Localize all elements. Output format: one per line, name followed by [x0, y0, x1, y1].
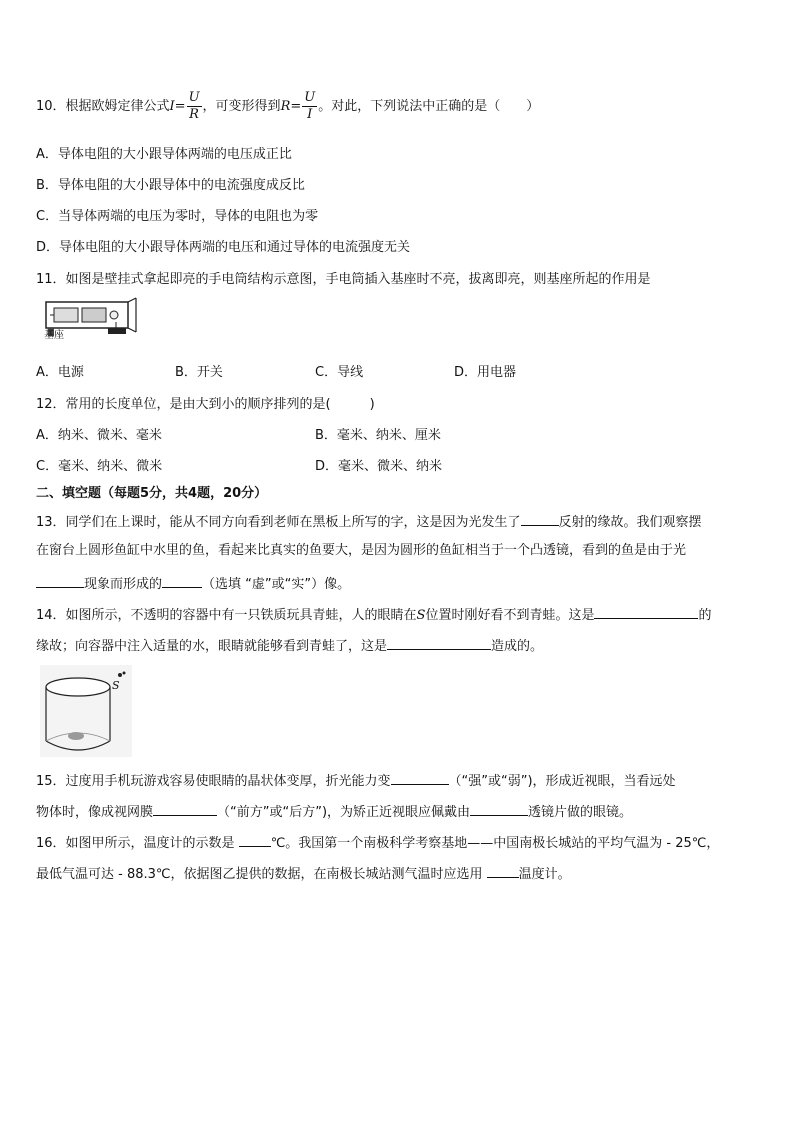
q10-option-d: D．导体电阻的大小跟导体两端的电压和通过导体的电流强度无关 [36, 240, 411, 255]
q13-line-2: 在窗台上圆形鱼缸中水里的鱼，看起来比真实的鱼要大，是因为圆形的鱼缸相当于一个凸透镜，看到的鱼是由于光 [36, 543, 687, 558]
q11-stem: 11．如图是壁挂式拿起即亮的手电筒结构示意图，手电筒插入基座时不亮，拔离即亮，则基座所起的作用是 [36, 272, 651, 287]
q12-option-c: C．毫米、纳米、微米 [36, 459, 163, 474]
q12-stem: 12．常用的长度单位，是由大到小的顺序排列的是( ) [36, 397, 375, 412]
flashlight-figure [44, 296, 138, 342]
answer-blank[interactable] [470, 801, 528, 816]
q15-line-1: 15．过度用手机玩游戏容易使眼睛的晶状体变厚，折光能力变 （“强”或“弱”)，形成近视眼，当看远处 [36, 770, 676, 791]
q16-line-2: 最低气温可达 - 88.3℃，依据图乙提供的数据，在南极长城站测气温时应选用 温度计。 [36, 863, 571, 884]
base-label: 基座 [44, 330, 64, 341]
q15-line-2: 物体时，像成视网膜 （“前方”或“后方”)，为矫正近视眼应佩戴由 透镜片做的眼镜。 [36, 801, 632, 822]
q11-option-c: C．导线 [315, 365, 364, 380]
section-title-fill-in: 二、填空题（每题5分，共4题，20分） [36, 486, 268, 501]
q10-stem: 10．根据欧姆定律公式I= $\frac{U}{R}$ ，可变形得到R= $\frac{U}{I}$ 。对此，下列说法中正确的是（ ） [36, 90, 540, 122]
formula-u-over-i: $\frac{U}{I}$ [304, 90, 316, 122]
answer-blank[interactable] [391, 770, 449, 785]
q10-option-a: A．导体电阻的大小跟导体两端的电压成正比 [36, 147, 292, 162]
q13-line-3: 现象而形成的 （选填 “虚”或“实”）像。 [36, 573, 350, 594]
q10-option-b: B．导体电阻的大小跟导体中的电流强度成反比 [36, 178, 305, 193]
answer-blank[interactable] [487, 863, 519, 878]
formula-u-over-r: $\frac{U}{R}$ [188, 90, 200, 122]
q12-option-b: B．毫米、纳米、厘米 [315, 428, 441, 443]
answer-blank[interactable] [36, 573, 84, 588]
answer-blank[interactable] [153, 801, 217, 816]
q14-line-1: 14．如图所示，不透明的容器中有一只铁质玩具青蛙，人的眼睛在S位置时刚好看不到青蛙。这是 的 [36, 604, 711, 625]
answer-blank[interactable] [521, 511, 559, 526]
q16-line-1: 16．如图甲所示，温度计的示数是 ℃。我国第一个南极科学考察基地——中国南极长城站的平均气温为 - 25℃， [36, 832, 719, 853]
container-frog-figure [40, 665, 132, 757]
q11-option-b: B．开关 [175, 365, 223, 380]
q10-option-c: C．当导体两端的电压为零时，导体的电阻也为零 [36, 209, 319, 224]
q11-option-a: A．电源 [36, 365, 84, 380]
answer-blank[interactable] [594, 604, 698, 619]
q12-option-d: D．毫米、微米、纳米 [315, 459, 443, 474]
answer-blank[interactable] [239, 832, 271, 847]
q11-option-d: D．用电器 [454, 365, 517, 380]
eye-position-label: S [112, 679, 120, 692]
q12-option-a: A．纳米、微米、毫米 [36, 428, 162, 443]
answer-blank[interactable] [387, 635, 491, 650]
answer-blank[interactable] [162, 573, 202, 588]
q14-line-2: 缘故；向容器中注入适量的水，眼睛就能够看到青蛙了，这是 造成的。 [36, 635, 543, 656]
q13-line-1: 13．同学们在上课时，能从不同方向看到老师在黑板上所写的字，这是因为光发生了 反射的缘故。我们观察摆 [36, 511, 702, 532]
